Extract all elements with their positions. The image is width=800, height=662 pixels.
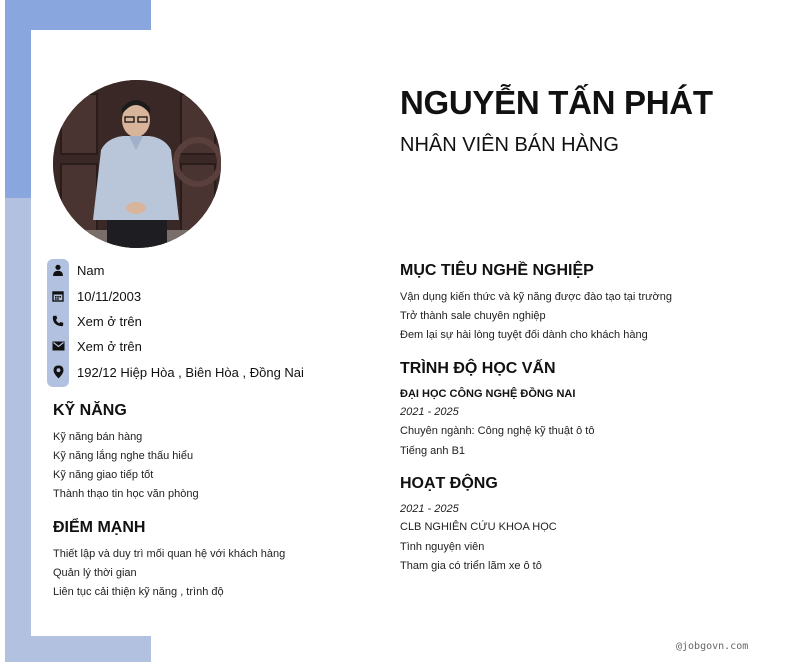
strength-item: Liên tục cải thiện kỹ năng , trình độ bbox=[53, 586, 224, 598]
education-period: 2021 - 2025 bbox=[400, 406, 459, 418]
skill-item: Kỹ năng bán hàng bbox=[53, 431, 143, 443]
skills-title: KỸ NĂNG bbox=[53, 402, 127, 419]
activity-item: Tình nguyện viên bbox=[400, 541, 485, 553]
education-major: Chuyên ngành: Công nghệ kỹ thuật ô tô bbox=[400, 425, 595, 437]
phone-icon bbox=[47, 310, 69, 332]
phone-text: Xem ở trên bbox=[77, 313, 142, 329]
full-name: NGUYỄN TẤN PHÁT bbox=[400, 84, 713, 121]
contact-phone bbox=[47, 310, 142, 332]
calendar-icon bbox=[47, 285, 69, 307]
objective-item: Vận dụng kiến thức và kỹ năng được đào tạo tại trường bbox=[400, 291, 672, 303]
address-text: 192/12 Hiệp Hòa , Biên Hòa , Đồng Nai bbox=[77, 364, 304, 380]
education-title: TRÌNH ĐỘ HỌC VẤN bbox=[400, 360, 556, 377]
activities-period: 2021 - 2025 bbox=[400, 503, 459, 515]
contact-email bbox=[47, 335, 142, 357]
strengths-title: ĐIỂM MẠNH bbox=[53, 519, 146, 536]
objective-item: Đem lại sự hài lòng tuyệt đối dành cho khách hàng bbox=[400, 329, 648, 341]
mail-icon bbox=[47, 335, 69, 357]
activity-item: Tham gia có triển lãm xe ô tô bbox=[400, 560, 542, 572]
birthday-text: 10/11/2003 bbox=[77, 288, 142, 304]
skill-item: Kỹ năng giao tiếp tốt bbox=[53, 469, 154, 481]
activity-item: CLB NGHIÊN CỨU KHOA HỌC bbox=[400, 521, 557, 533]
person-icon bbox=[47, 259, 69, 281]
objective-item: Trở thành sale chuyên nghiệp bbox=[400, 310, 546, 322]
school-name: ĐẠI HỌC CÔNG NGHỆ ĐỒNG NAI bbox=[400, 388, 576, 400]
skill-item: Thành thạo tin học văn phòng bbox=[53, 488, 199, 500]
skill-item: Kỹ năng lắng nghe thấu hiểu bbox=[53, 450, 194, 462]
gender-text: Nam bbox=[77, 262, 105, 278]
objective-title: MỤC TIÊU NGHỀ NGHIỆP bbox=[400, 262, 594, 279]
education-language: Tiếng anh B1 bbox=[400, 445, 466, 457]
strength-item: Thiết lập và duy trì mối quan hệ với khách hàng bbox=[53, 548, 286, 560]
watermark: @jobgovn.com bbox=[676, 641, 749, 652]
contact-gender bbox=[47, 259, 104, 281]
location-icon bbox=[47, 361, 69, 383]
contact-address bbox=[47, 361, 304, 383]
contact-birthday bbox=[47, 285, 141, 307]
activities-title: HOẠT ĐỘNG bbox=[400, 475, 498, 492]
email-text: Xem ở trên bbox=[77, 338, 142, 354]
strength-item: Quản lý thời gian bbox=[53, 567, 137, 579]
job-title: NHÂN VIÊN BÁN HÀNG bbox=[400, 134, 619, 156]
profile-photo bbox=[53, 80, 221, 248]
